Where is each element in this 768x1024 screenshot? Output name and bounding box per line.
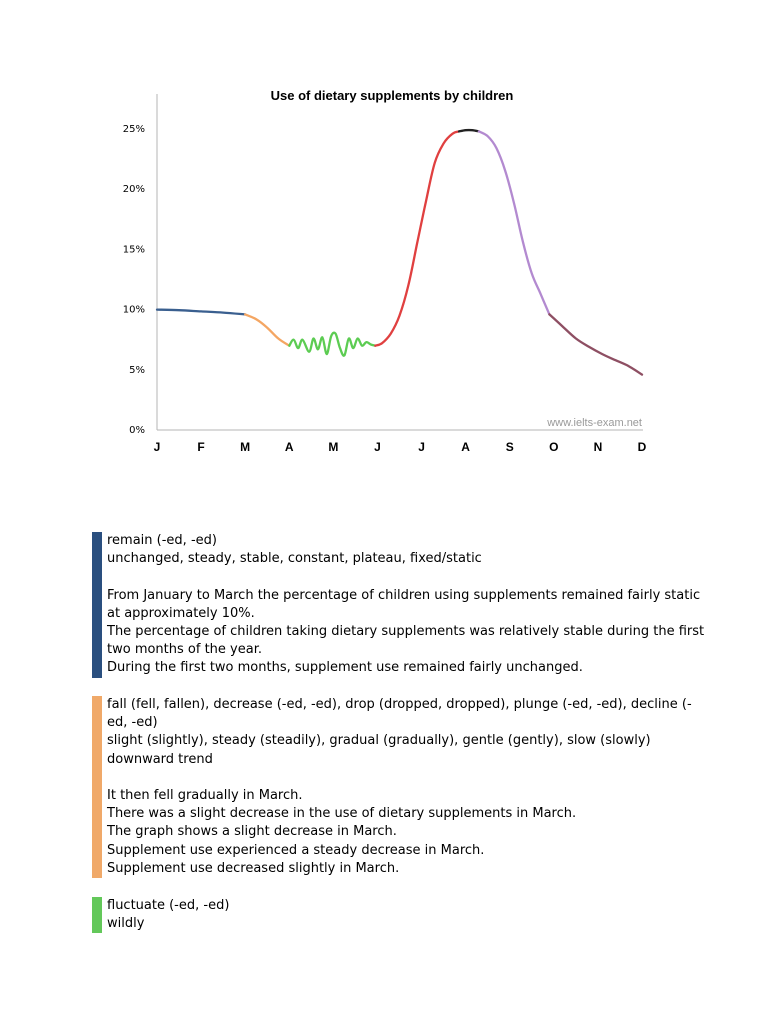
x-tick-label: A	[461, 440, 470, 454]
example-sentence: It then fell gradually in March.	[107, 788, 303, 803]
x-tick-label: N	[593, 440, 603, 454]
series-line	[245, 314, 289, 345]
series-line	[157, 310, 245, 315]
x-tick-label: F	[197, 440, 205, 454]
example-sentence: During the first two months, supplement use remained fairly unchanged.	[107, 660, 583, 676]
series-lines	[157, 130, 642, 375]
series-line	[549, 314, 642, 374]
example-sentence: Supplement use decreased slightly in March.	[107, 860, 400, 876]
x-tick-label: M	[328, 440, 339, 454]
example-sentence: From January to March the percentage of children using supplements remained fairly static at approximately 10%.	[107, 587, 701, 621]
chart-title: Use of dietary supplements by children	[270, 88, 514, 103]
x-tick-label: S	[505, 440, 514, 454]
line-chart	[0, 0, 768, 470]
x-tick-label: M	[240, 440, 251, 454]
example-sentence: The percentage of children taking dietary supplements was relatively stable during the first two months of the year.	[107, 624, 705, 658]
x-tick-label: D	[637, 440, 647, 454]
y-tick-labels	[123, 124, 145, 436]
example-sentence: The graph shows a slight decrease in March.	[107, 824, 397, 840]
heading-line: fall (fell, fallen), decrease (-ed, -ed), drop (dropped, dropped), plunge (-ed, -ed), decline (-ed, -ed)	[107, 697, 692, 731]
series-line	[459, 130, 479, 131]
heading-line: wildly	[107, 916, 145, 932]
x-tick-labels	[154, 440, 647, 454]
x-tick-label: A	[284, 440, 294, 454]
y-tick-label: 20%	[122, 184, 145, 196]
x-tick-label: J	[374, 440, 381, 454]
x-tick-label: J	[418, 440, 425, 454]
heading-line: fluctuate (-ed, -ed)	[107, 898, 230, 913]
y-tick-label: 25%	[122, 124, 145, 135]
watermark: www.ielts-exam.net	[547, 417, 642, 429]
vocab-block-remain	[92, 532, 707, 678]
y-tick-label: 10%	[122, 304, 145, 316]
example-sentence: Supplement use experienced a steady decrease in March.	[107, 842, 485, 858]
series-line	[289, 333, 375, 356]
heading-line: slight (slightly), steady (steadily), gradual (gradually), gentle (gently), slow (slowly)	[107, 733, 651, 749]
y-tick-label: 0%	[129, 425, 145, 436]
heading-line: unchanged, steady, stable, constant, plateau, fixed/static	[107, 551, 482, 567]
y-tick-label: 5%	[129, 364, 145, 376]
vocab-block-fall	[92, 696, 707, 878]
heading-line: remain (-ed, -ed)	[107, 533, 217, 548]
example-sentence: There was a slight decrease in the use of dietary supplements in March.	[107, 806, 577, 822]
heading-line: downward trend	[107, 751, 213, 767]
x-tick-label: J	[153, 440, 161, 454]
vocab-block-fluctuate	[92, 897, 707, 933]
y-tick-label: 15%	[122, 244, 145, 256]
series-line	[479, 131, 550, 314]
x-tick-label: O	[549, 440, 559, 454]
series-line	[375, 131, 459, 345]
